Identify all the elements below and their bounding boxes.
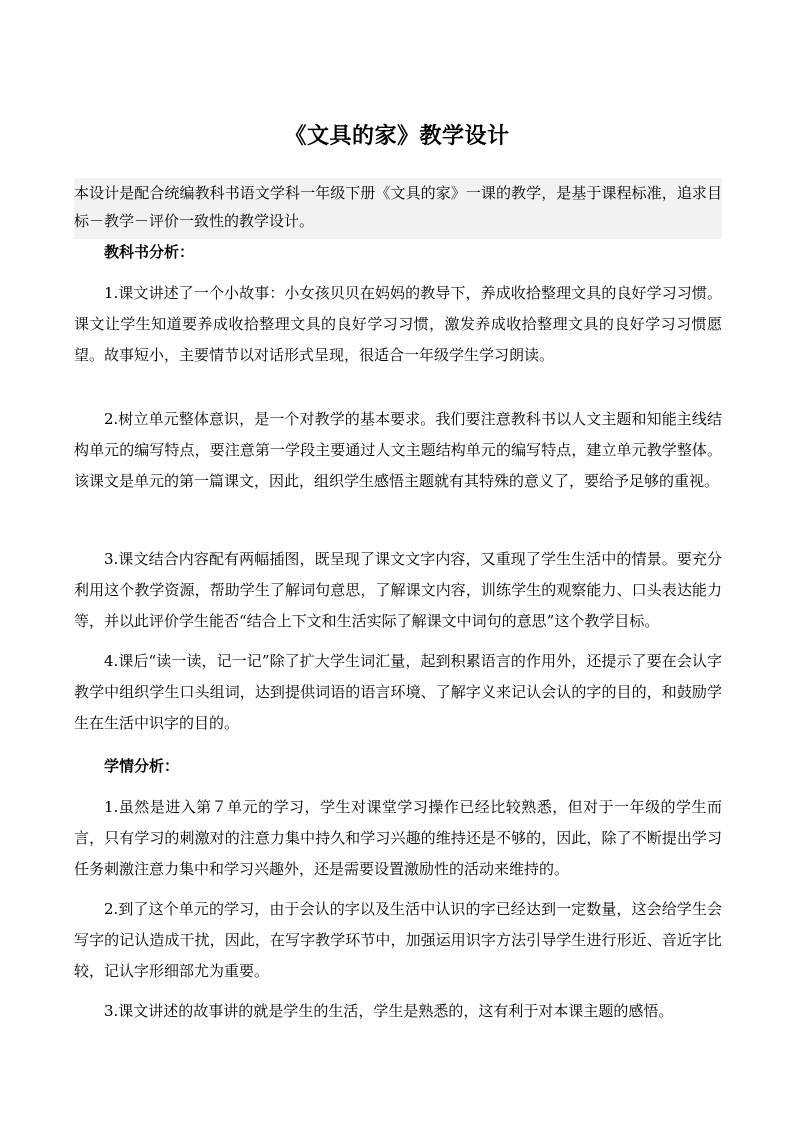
section-heading-textbook-analysis: 教科书分析： — [104, 243, 195, 261]
textbook-analysis-paragraph-1: 1.课文讲述了一个小故事：小女孩贝贝在妈妈的教导下，养成收拾整理文具的良好学习习惯。课文让学生知道要养成收拾整理文具的良好学习习惯，激发养成收拾整理文具的良好学习习惯愿望。故事短小，主要情节以对话形式呈现，很适合一年级学生学习朗读。 — [74, 284, 722, 364]
textbook-analysis-paragraph-3: 3.课文结合内容配有两幅插图，既呈现了课文文字内容，又重现了学生生活中的情景。要充分利用这个教学资源，帮助学生了解词句意思，了解课文内容，训练学生的观察能力、口头表达能力等，并以此评价学生能否“结合上下文和生活实际了解课文中词句的意思”这个教学目标。 — [74, 550, 722, 630]
section-heading-learner-analysis: 学情分析： — [104, 757, 180, 775]
textbook-analysis-paragraph-4: 4.课后“读一读，记一记”除了扩大学生词汇量，起到积累语言的作用外，还提示了要在会认字教学中组织学生口头组词，达到提供词语的语言环境、了解字义来记认会认的字的目的，和鼓励学生在生活中识字的目的。 — [74, 652, 722, 732]
learner-analysis-paragraph-2: 2.到了这个单元的学习，由于会认的字以及生活中认识的字已经达到一定数量，这会给学生会写字的记认造成干扰，因此，在写字教学环节中，加强运用识字方法引导学生进行形近、音近字比较，记认字形细部尤为重要。 — [74, 900, 722, 980]
learner-analysis-paragraph-3: 3.课文讲述的故事讲的就是学生的生活，学生是熟悉的，这有利于对本课主题的感悟。 — [104, 1002, 674, 1020]
textbook-analysis-paragraph-2: 2.树立单元整体意识，是一个对教学的基本要求。我们要注意教科书以人文主题和知能主线结构单元的编写特点，要注意第一学段主要通过人文主题结构单元的编写特点，建立单元教学整体。该课文是单元的第一篇课文，因此，组织学生感悟主题就有其特殊的意义了，要给予足够的重视。 — [74, 410, 722, 490]
intro-paragraph: 本设计是配合统编教科书语文学科一年级下册《文具的家》一课的教学，是基于课程标准，追求目标－教学－评价一致性的教学设计。 — [74, 178, 722, 239]
page-title: 《文具的家》教学设计 — [284, 123, 510, 149]
learner-analysis-paragraph-1: 1.虽然是进入第７单元的学习，学生对课堂学习操作已经比较熟悉，但对于一年级的学生而言，只有学习的刺激对的注意力集中持久和学习兴趣的维持还是不够的，因此，除了不断提出学习任务刺激注意力集中和学习兴趣外，还是需要设置激励性的活动来维持的。 — [74, 798, 722, 878]
